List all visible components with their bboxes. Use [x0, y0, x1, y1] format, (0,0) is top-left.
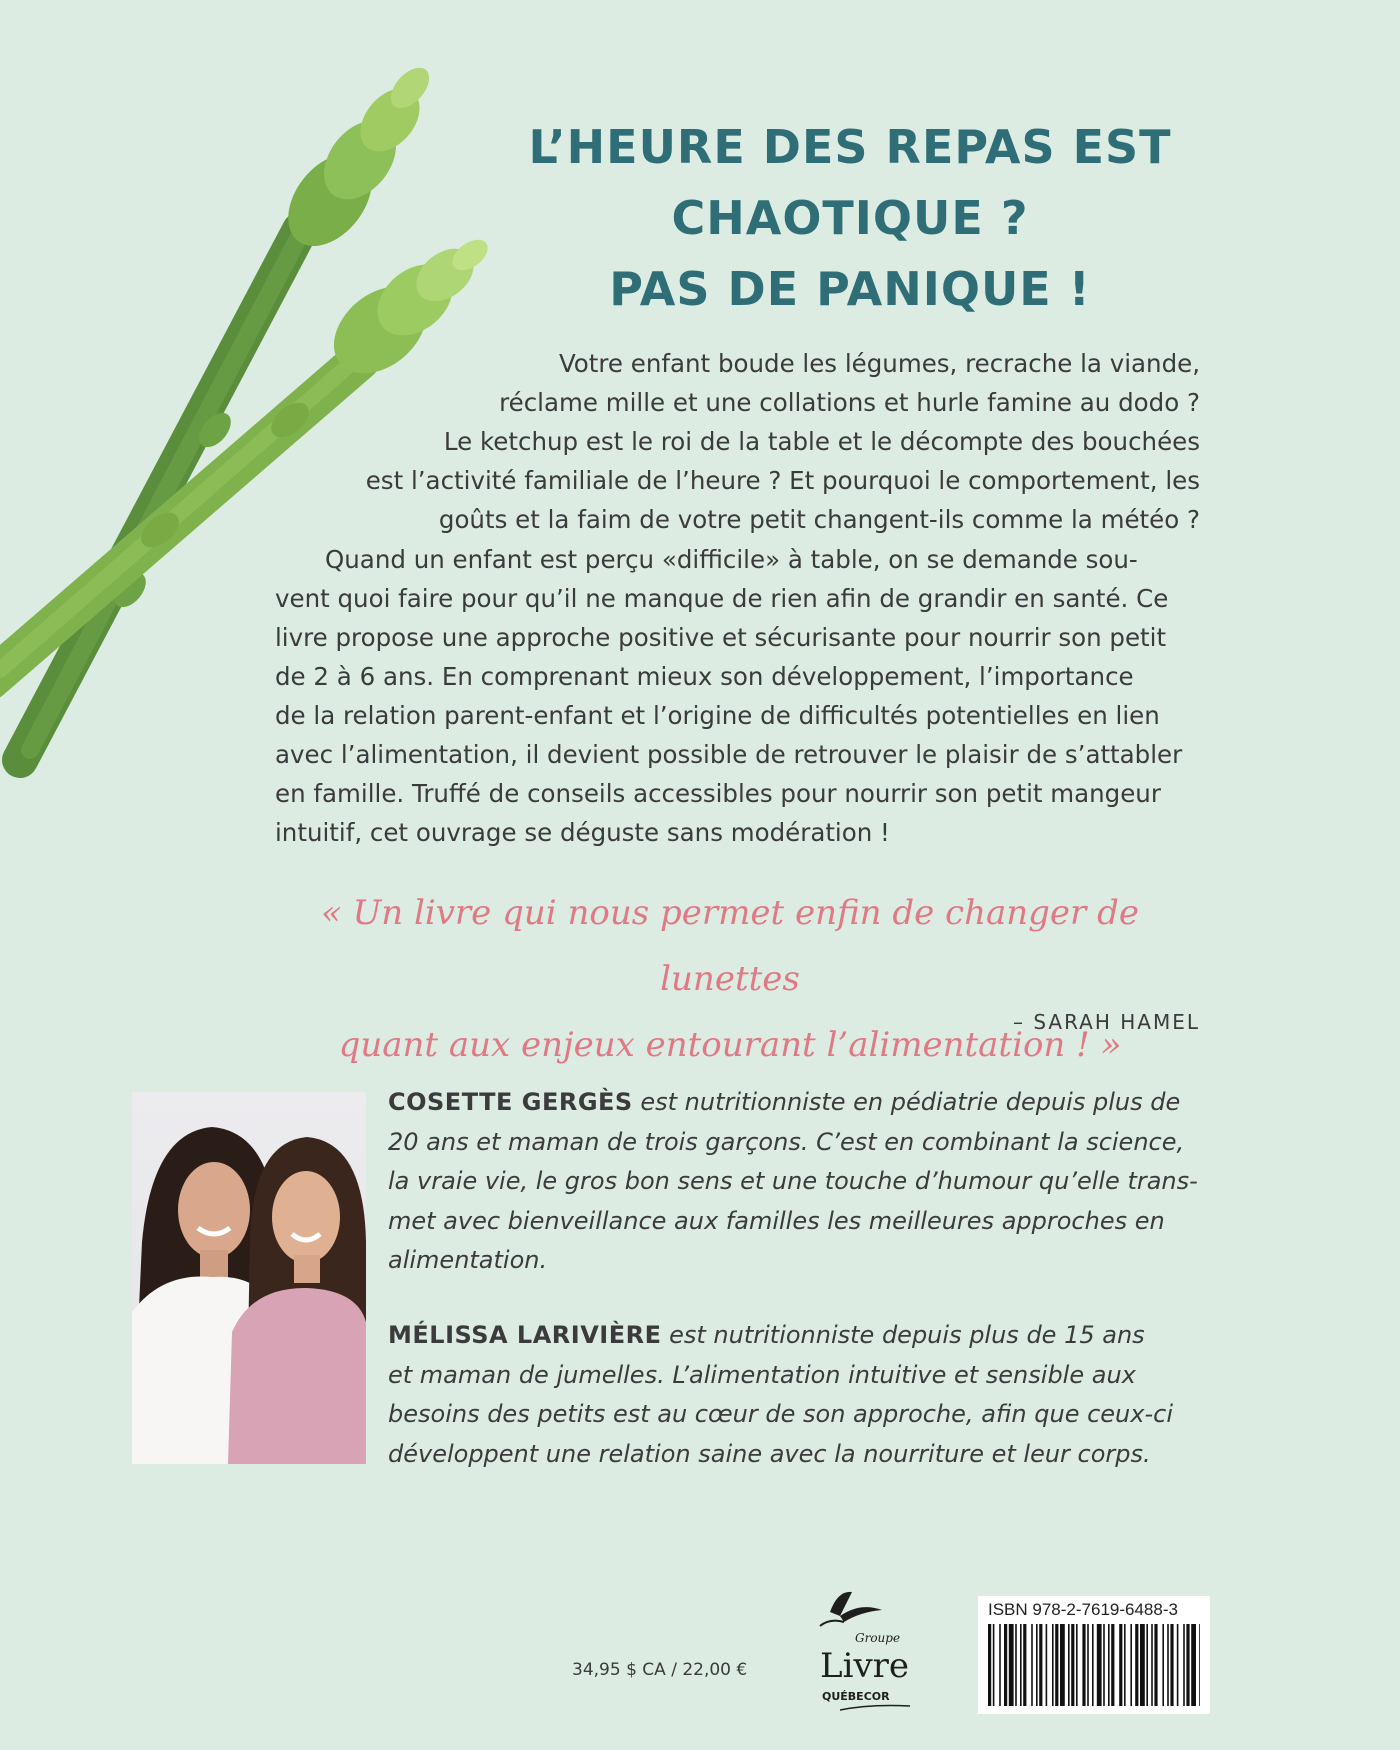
barcode-bar: [1046, 1624, 1048, 1706]
barcode-bar: [1151, 1624, 1153, 1706]
barcode-bar: [1140, 1624, 1145, 1706]
paragraph-line: de la relation parent-enfant et l’origine de difficultés potentielles en lien: [275, 701, 1160, 730]
barcode-bar: [1039, 1624, 1042, 1706]
intro-line: Le ketchup est le roi de la table et le décompte des bouchées: [443, 427, 1200, 456]
bio-line: met avec bienveillance aux familles les meilleures approches en: [388, 1206, 1165, 1235]
barcode-bar: [1103, 1624, 1105, 1706]
barcode-bar: [999, 1624, 1001, 1706]
barcode-bar: [1162, 1624, 1164, 1706]
quote-line-1: « Un livre qui nous permet enfin de changer de lunettes: [321, 893, 1139, 999]
headline: [470, 112, 1230, 325]
barcode-bars: [988, 1624, 1200, 1706]
publisher-logo: [800, 1582, 930, 1732]
paragraph-line: Quand un enfant est perçu «difficile» à table, on se demande sou-: [325, 545, 1138, 574]
bio-line: développent une relation saine avec la nourriture et leur corps.: [388, 1439, 1151, 1468]
barcode-bar: [1060, 1624, 1065, 1706]
barcode-bar: [1092, 1624, 1094, 1706]
barcode-bar: [1130, 1624, 1132, 1706]
barcode-bar: [1135, 1624, 1138, 1706]
barcode-bar: [993, 1624, 995, 1706]
barcode-bar: [1124, 1624, 1126, 1706]
barcode-bar: [1036, 1624, 1038, 1706]
description-paragraph: [275, 540, 1182, 852]
author-name: MÉLISSA LARIVIÈRE: [388, 1321, 662, 1349]
bio-line: besoins des petits est au cœur de son approche, afin que ceux-ci: [388, 1400, 1173, 1428]
barcode: [978, 1596, 1210, 1714]
intro-line: goûts et la faim de votre petit changent-ils comme la météo ?: [438, 505, 1200, 534]
paragraph-line: avec l’alimentation, il devient possible de retrouver le plaisir de s’attabler: [275, 740, 1183, 769]
barcode-bar: [1004, 1624, 1007, 1706]
barcode-bar: [1052, 1624, 1054, 1706]
price: 34,95 $ CA / 22,00 €: [572, 1660, 748, 1680]
barcode-bar: [1071, 1624, 1074, 1706]
logo-groupe: Groupe: [855, 1631, 901, 1645]
intro-line: réclame mille et une collations et hurle famine au dodo ?: [499, 388, 1200, 417]
barcode-bar: [1154, 1624, 1157, 1706]
bio-line: alimentation.: [388, 1246, 548, 1274]
intro-line: est l’activité familiale de l’heure ? Et pourquoi le comportement, les: [365, 466, 1200, 495]
logo-livre: Livre: [820, 1646, 910, 1686]
testimonial-quote: [280, 880, 1180, 1078]
intro-line: Votre enfant boude les légumes, recrache la viande,: [558, 349, 1200, 378]
barcode-bar: [1119, 1624, 1122, 1706]
bio-line: 20 ans et maman de trois garçons. C’est en combinant la science,: [388, 1127, 1185, 1156]
logo-quebecor: QUÉBECOR: [822, 1690, 890, 1703]
bio-line: la vraie vie, le gros bon sens et une touche d’humour qu’elle trans-: [388, 1167, 1198, 1195]
paragraph-line: de 2 à 6 ans. En comprenant mieux son développement, l’importance: [275, 662, 1134, 691]
barcode-bar: [1031, 1624, 1033, 1706]
authors-photo: [132, 1092, 366, 1464]
barcode-bar: [1020, 1624, 1022, 1706]
paragraph-line: vent quoi faire pour qu’il ne manque de rien afin de grandir en santé. Ce: [275, 584, 1169, 613]
barcode-bar: [988, 1624, 991, 1706]
barcode-bar: [1087, 1624, 1089, 1706]
barcode-bar: [1015, 1624, 1017, 1706]
barcode-bar: [1082, 1624, 1085, 1706]
barcode-bar: [1199, 1624, 1200, 1706]
author-bio-melissa: [388, 1316, 1208, 1474]
bio-text: est nutritionniste en pédiatrie depuis plus de: [632, 1088, 1181, 1116]
barcode-bar: [1183, 1624, 1185, 1706]
author-name: COSETTE GERGÈS: [388, 1088, 633, 1116]
barcode-bar: [1111, 1624, 1114, 1706]
barcode-bar: [1186, 1624, 1189, 1706]
paragraph-line: livre propose une approche positive et sécurisante pour nourrir son petit: [275, 623, 1167, 652]
authors-photo-illustration: [132, 1092, 366, 1464]
barcode-bar: [1076, 1624, 1078, 1706]
paragraph-line: en famille. Truffé de conseils accessibles pour nourrir son petit mangeur: [275, 779, 1161, 808]
quote-attribution: – SARAH HAMEL: [1012, 1010, 1200, 1034]
headline-line-2: CHAOTIQUE ?: [671, 191, 1029, 245]
barcode-bar: [1068, 1624, 1070, 1706]
barcode-bar: [1055, 1624, 1058, 1706]
barcode-bar: [1191, 1624, 1196, 1706]
bio-line: et maman de jumelles. L’alimentation intuitive et sensible aux: [388, 1360, 1136, 1389]
bio-first-line: [388, 1316, 1208, 1356]
barcode-bar: [1097, 1624, 1102, 1706]
intro-text: [366, 344, 1200, 539]
paragraph-line: intuitif, cet ouvrage se déguste sans modération !: [275, 818, 890, 847]
author-bio-cosette: [388, 1083, 1208, 1281]
headline-line-3: PAS DE PANIQUE !: [609, 262, 1091, 316]
quote-line-2: quant aux enjeux entourant l’alimentation ! »: [338, 1025, 1122, 1065]
barcode-bar: [1108, 1624, 1110, 1706]
isbn: ISBN 978-2-7619-6488-3: [988, 1600, 1178, 1619]
barcode-bar: [1177, 1624, 1179, 1706]
headline-line-1: L’HEURE DES REPAS EST: [528, 120, 1172, 174]
barcode-bar: [1009, 1624, 1014, 1706]
barcode-bar: [1023, 1624, 1026, 1706]
bio-text: est nutritionniste depuis plus de 15 ans: [661, 1321, 1145, 1349]
bio-first-line: [388, 1083, 1208, 1123]
barcode-bar: [1170, 1624, 1173, 1706]
barcode-bar: [1146, 1624, 1148, 1706]
barcode-bar: [1167, 1624, 1169, 1706]
